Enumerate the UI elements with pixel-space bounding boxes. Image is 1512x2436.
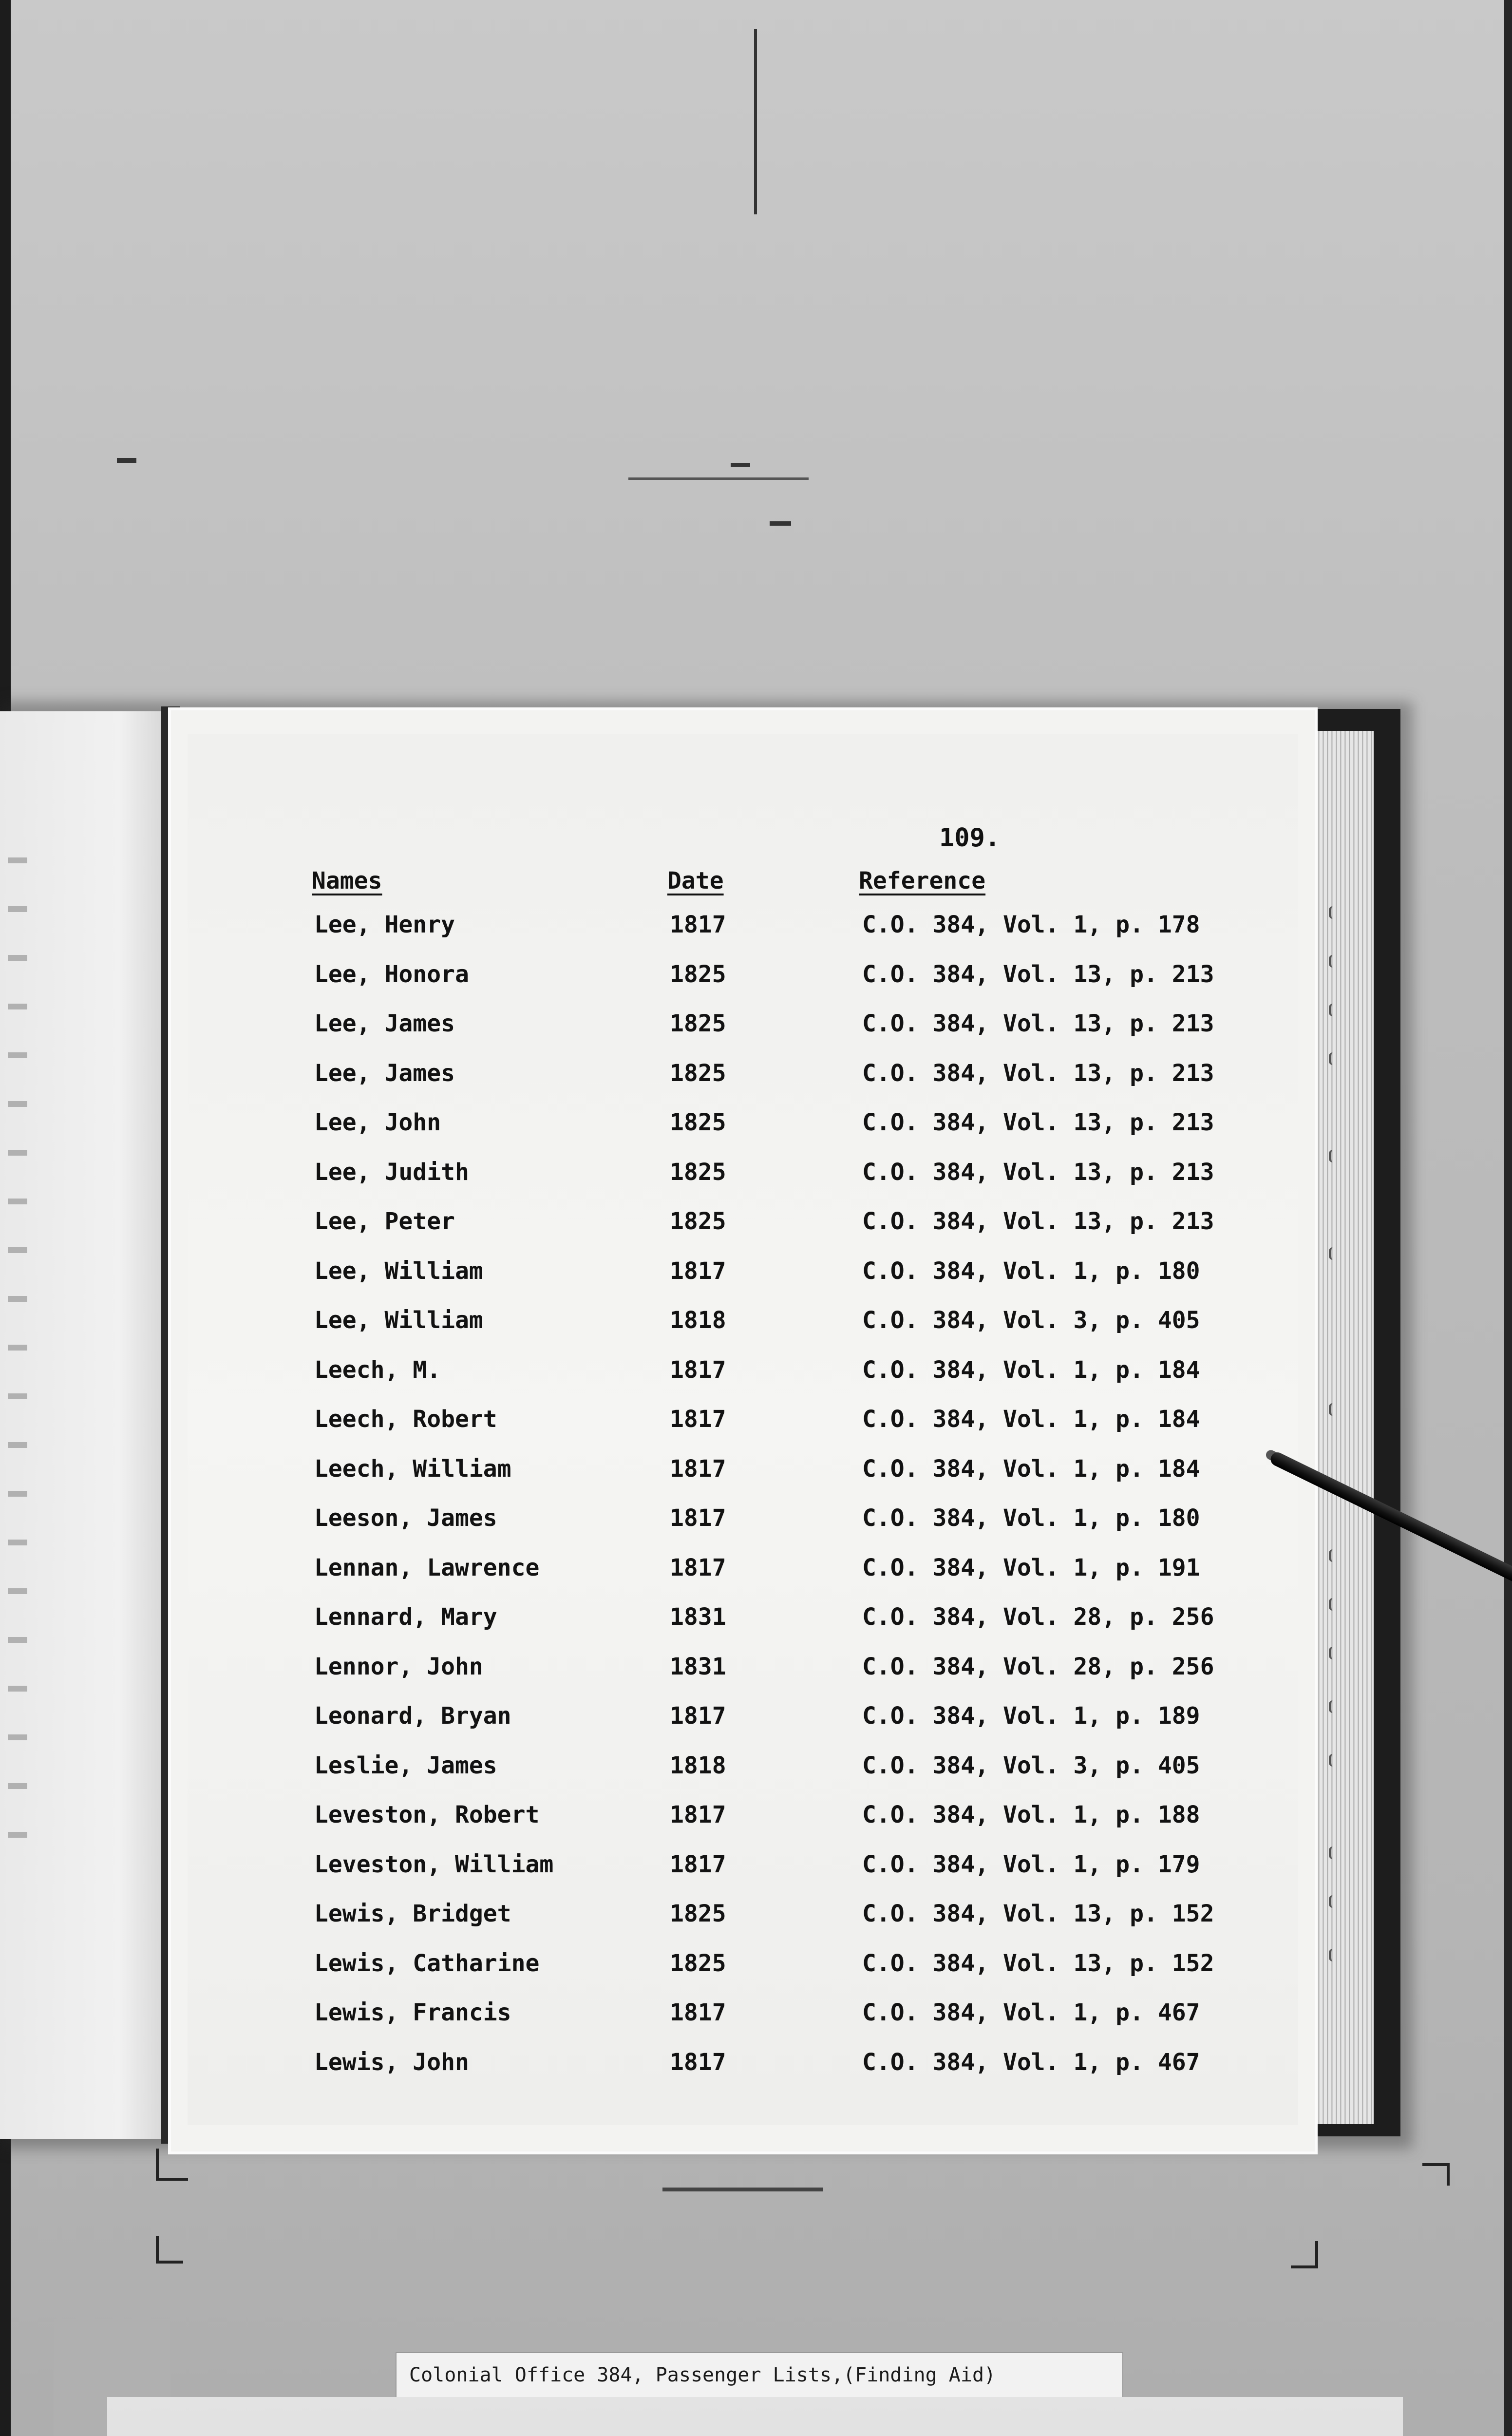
entry-row: [0, 1504, 1512, 1554]
entry-reference: C.O. 384, Vol. 1, p. 180: [862, 1257, 1200, 1285]
entry-name: Lee, John: [314, 1109, 441, 1136]
entry-date: 1817: [670, 1801, 726, 1828]
page-number: 109.: [939, 823, 1001, 853]
entry-row: [0, 1851, 1512, 1901]
header-names: Names: [312, 867, 382, 894]
header-date: Date: [667, 867, 724, 894]
entry-name: Lee, William: [314, 1307, 483, 1334]
entry-row: [0, 1010, 1512, 1060]
entry-name: Lee, Honora: [314, 960, 469, 988]
entry-date: 1817: [670, 1455, 726, 1483]
entry-date: 1817: [670, 1406, 726, 1433]
entry-row: [0, 1752, 1512, 1802]
entry-reference: C.O. 384, Vol. 13, p. 213: [862, 1158, 1214, 1186]
entry-date: 1817: [670, 1504, 726, 1532]
entry-reference: C.O. 384, Vol. 13, p. 152: [862, 1900, 1214, 1927]
entry-name: Lennor, John: [314, 1653, 483, 1680]
entry-name: Leech, Robert: [314, 1406, 497, 1433]
archive-card: [107, 2397, 1403, 2436]
entry-row: [0, 1208, 1512, 1257]
entry-row: [0, 1159, 1512, 1208]
entry-date: 1825: [670, 1158, 726, 1186]
entry-row: [0, 1257, 1512, 1307]
entry-row: [0, 1950, 1512, 1999]
entry-date: 1817: [670, 1257, 726, 1285]
entry-name: Leech, William: [314, 1455, 511, 1483]
entry-name: Lewis, Francis: [314, 1999, 511, 2026]
entry-date: 1818: [670, 1751, 726, 1779]
entry-name: Lewis, Catharine: [314, 1949, 540, 1977]
finding-aid-text: Colonial Office 384, Passenger Lists,(Finding Aid): [409, 2364, 996, 2386]
entry-row: [0, 1060, 1512, 1109]
entry-name: Lewis, Bridget: [314, 1900, 511, 1927]
entry-reference: C.O. 384, Vol. 1, p. 180: [862, 1504, 1200, 1532]
entry-reference: C.O. 384, Vol. 13, p. 213: [862, 1059, 1214, 1087]
entry-date: 1825: [670, 1109, 726, 1136]
entry-date: 1817: [670, 1999, 726, 2026]
registration-mark: [1422, 2163, 1450, 2186]
entry-reference: C.O. 384, Vol. 28, p. 256: [862, 1653, 1214, 1680]
entry-reference: C.O. 384, Vol. 1, p. 467: [862, 1999, 1200, 2026]
entry-reference: C.O. 384, Vol. 1, p. 467: [862, 2048, 1200, 2076]
registration-mark: [1291, 2241, 1318, 2268]
entry-date: 1825: [670, 1010, 726, 1037]
entry-row: [0, 961, 1512, 1010]
entry-name: Lee, James: [314, 1010, 455, 1037]
registration-mark: [156, 2236, 183, 2264]
entry-row: [0, 1356, 1512, 1406]
entry-row: [0, 1603, 1512, 1653]
entry-date: 1817: [670, 2048, 726, 2076]
wall-mark: [731, 463, 750, 467]
entry-reference: C.O. 384, Vol. 3, p. 405: [862, 1751, 1200, 1779]
entry-name: Lee, Peter: [314, 1208, 455, 1235]
entry-date: 1825: [670, 1949, 726, 1977]
registration-mark: [156, 2149, 188, 2181]
entry-row: [0, 1307, 1512, 1356]
entry-reference: C.O. 384, Vol. 13, p. 213: [862, 1208, 1214, 1235]
entry-date: 1817: [670, 911, 726, 938]
entry-name: Leonard, Bryan: [314, 1702, 511, 1730]
entry-reference: C.O. 384, Vol. 13, p. 213: [862, 960, 1214, 988]
entry-reference: C.O. 384, Vol. 1, p. 179: [862, 1850, 1200, 1878]
entry-reference: C.O. 384, Vol. 13, p. 213: [862, 1109, 1214, 1136]
entry-date: 1817: [670, 1850, 726, 1878]
entry-row: [0, 2049, 1512, 2098]
entry-reference: C.O. 384, Vol. 1, p. 184: [862, 1455, 1200, 1483]
entry-row: [0, 1801, 1512, 1851]
entry-reference: C.O. 384, Vol. 13, p. 213: [862, 1010, 1214, 1037]
entry-date: 1818: [670, 1307, 726, 1334]
wall-mark: [662, 2188, 823, 2191]
entry-row: [0, 1702, 1512, 1752]
entry-date: 1831: [670, 1603, 726, 1631]
entry-reference: C.O. 384, Vol. 1, p. 188: [862, 1801, 1200, 1828]
entry-row: [0, 1406, 1512, 1455]
entry-name: Lennard, Mary: [314, 1603, 497, 1631]
entry-reference: C.O. 384, Vol. 13, p. 152: [862, 1949, 1214, 1977]
entry-name: Lee, William: [314, 1257, 483, 1285]
entry-name: Lee, Henry: [314, 911, 455, 938]
wall-mark: [754, 29, 757, 214]
entry-reference: C.O. 384, Vol. 1, p. 178: [862, 911, 1200, 938]
entry-name: Lee, Judith: [314, 1158, 469, 1186]
header-reference: Reference: [859, 867, 986, 894]
entry-name: Leslie, James: [314, 1751, 497, 1779]
entry-reference: C.O. 384, Vol. 1, p. 184: [862, 1356, 1200, 1384]
entry-row: [0, 1653, 1512, 1703]
entry-list: [0, 911, 1512, 2098]
entry-row: [0, 1999, 1512, 2049]
entry-name: Lewis, John: [314, 2048, 469, 2076]
entry-reference: C.O. 384, Vol. 1, p. 191: [862, 1554, 1200, 1581]
entry-name: Lennan, Lawrence: [314, 1554, 540, 1581]
entry-date: 1817: [670, 1702, 726, 1730]
entry-date: 1825: [670, 960, 726, 988]
finding-aid-label: [396, 2352, 1123, 2401]
entry-name: Leech, M.: [314, 1356, 441, 1384]
entry-reference: C.O. 384, Vol. 3, p. 405: [862, 1307, 1200, 1334]
entry-date: 1817: [670, 1356, 726, 1384]
wall-mark: [117, 458, 136, 463]
entry-date: 1825: [670, 1059, 726, 1087]
entry-date: 1825: [670, 1900, 726, 1927]
wall-mark: [628, 477, 809, 480]
wall-mark: [770, 521, 791, 526]
entry-reference: C.O. 384, Vol. 1, p. 184: [862, 1406, 1200, 1433]
entry-date: 1831: [670, 1653, 726, 1680]
entry-row: [0, 1554, 1512, 1604]
entry-reference: C.O. 384, Vol. 28, p. 256: [862, 1603, 1214, 1631]
entry-date: 1817: [670, 1554, 726, 1581]
entry-name: Lee, James: [314, 1059, 455, 1087]
entry-name: Leeson, James: [314, 1504, 497, 1532]
entry-row: [0, 1109, 1512, 1159]
entry-name: Leveston, William: [314, 1850, 554, 1878]
entry-row: [0, 911, 1512, 961]
entry-date: 1825: [670, 1208, 726, 1235]
entry-row: [0, 1900, 1512, 1950]
entry-reference: C.O. 384, Vol. 1, p. 189: [862, 1702, 1200, 1730]
entry-name: Leveston, Robert: [314, 1801, 540, 1828]
